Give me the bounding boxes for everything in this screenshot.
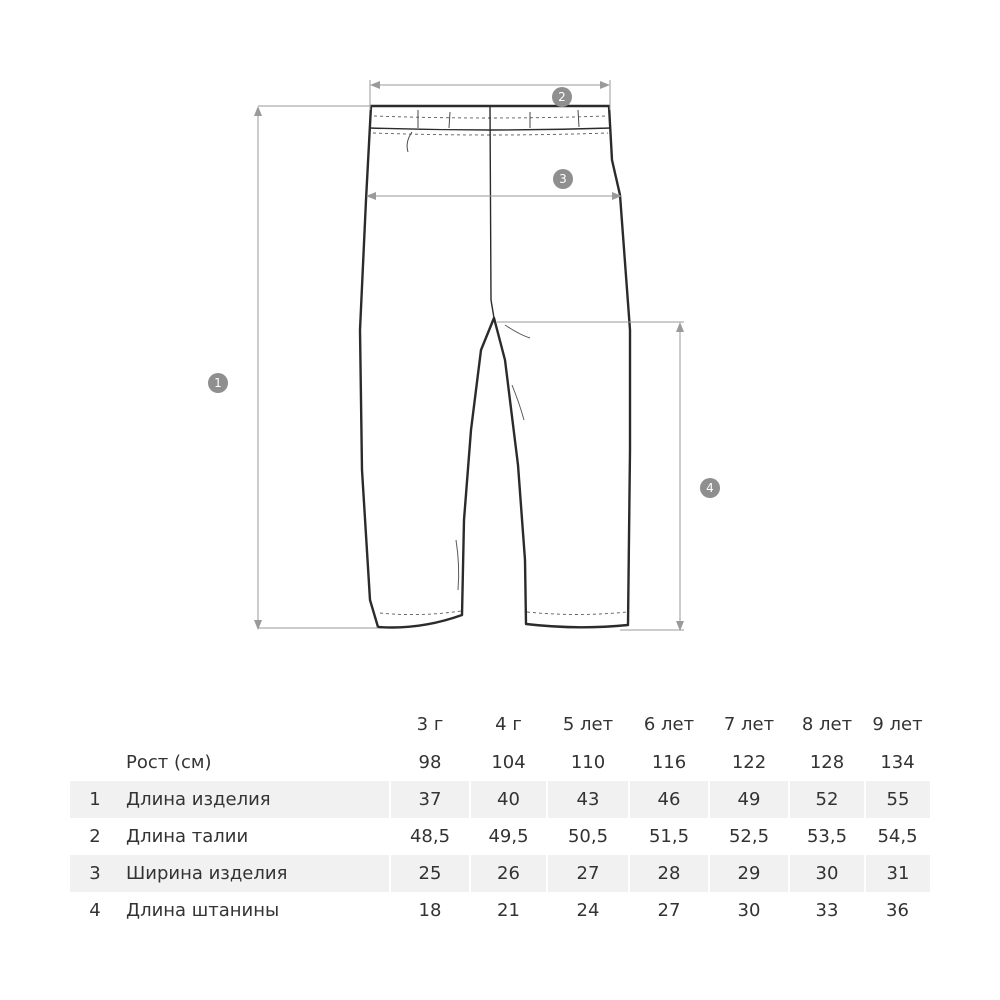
svg-text:1: 1 xyxy=(214,376,222,390)
table-cell: 54,5 xyxy=(877,826,918,847)
table-cell: 49,5 xyxy=(488,826,529,847)
table-cell: 37 xyxy=(390,781,470,818)
marker-4 xyxy=(700,478,720,498)
table-cell: 30 xyxy=(737,900,761,921)
pants-outline xyxy=(360,106,630,628)
table-cell: 122 xyxy=(731,752,767,773)
table-cell: 116 xyxy=(651,752,687,773)
row-label: Рост (см) xyxy=(126,752,212,773)
table-cell: 55 xyxy=(865,781,930,818)
row-number: 2 xyxy=(89,826,101,847)
table-row xyxy=(70,781,930,818)
table-row xyxy=(70,855,930,892)
marker-2 xyxy=(552,87,572,107)
row-number: 3 xyxy=(70,855,120,892)
size-column-header: 7 лет xyxy=(723,713,775,735)
table-cell: 30 xyxy=(789,855,865,892)
table-row xyxy=(70,892,930,929)
table-cell: 134 xyxy=(880,752,915,773)
table-cell: 27 xyxy=(547,855,629,892)
row-label: Длина талии xyxy=(126,826,249,847)
row-number: 4 xyxy=(89,900,101,921)
table-cell: 24 xyxy=(576,900,600,921)
table-cell: 50,5 xyxy=(567,826,609,847)
table-cell: 53,5 xyxy=(806,826,848,847)
table-cell: 46 xyxy=(629,781,709,818)
table-cell: 26 xyxy=(470,855,547,892)
row-label: Длина изделия xyxy=(120,781,390,818)
svg-text:2: 2 xyxy=(558,90,566,104)
size-header-row xyxy=(70,704,930,744)
size-column-header: 8 лет xyxy=(801,713,853,735)
marker-1 xyxy=(208,373,228,393)
table-cell: 29 xyxy=(709,855,789,892)
table-cell: 36 xyxy=(886,900,909,921)
table-cell: 28 xyxy=(629,855,709,892)
table-cell: 98 xyxy=(418,752,442,773)
table-cell: 51,5 xyxy=(648,826,690,847)
row-label: Ширина изделия xyxy=(120,855,390,892)
table-cell: 18 xyxy=(418,900,442,921)
table-cell: 104 xyxy=(491,752,526,773)
table-cell: 43 xyxy=(547,781,629,818)
row-label: Длина штанины xyxy=(126,900,280,921)
size-column-header: 9 лет xyxy=(872,713,923,735)
row-number: 1 xyxy=(70,781,120,818)
table-cell: 52 xyxy=(789,781,865,818)
table-cell: 49 xyxy=(709,781,789,818)
size-column-header: 6 лет xyxy=(643,713,695,735)
height-row xyxy=(70,744,930,781)
table-cell: 25 xyxy=(390,855,470,892)
table-cell: 33 xyxy=(815,900,839,921)
table-cell: 21 xyxy=(497,900,520,921)
size-column-header: 3 г xyxy=(416,713,444,735)
table-row xyxy=(70,818,930,855)
marker-3 xyxy=(553,169,573,189)
table-cell: 40 xyxy=(470,781,547,818)
size-table xyxy=(70,704,930,929)
table-cell: 31 xyxy=(865,855,930,892)
svg-text:3: 3 xyxy=(559,172,567,186)
table-cell: 48,5 xyxy=(409,826,451,847)
table-cell: 52,5 xyxy=(728,826,770,847)
table-cell: 27 xyxy=(657,900,681,921)
size-column-header: 5 лет xyxy=(562,713,614,735)
svg-text:4: 4 xyxy=(706,481,714,495)
table-cell: 110 xyxy=(570,752,606,773)
table-cell: 128 xyxy=(809,752,845,773)
size-column-header: 4 г xyxy=(495,713,522,735)
